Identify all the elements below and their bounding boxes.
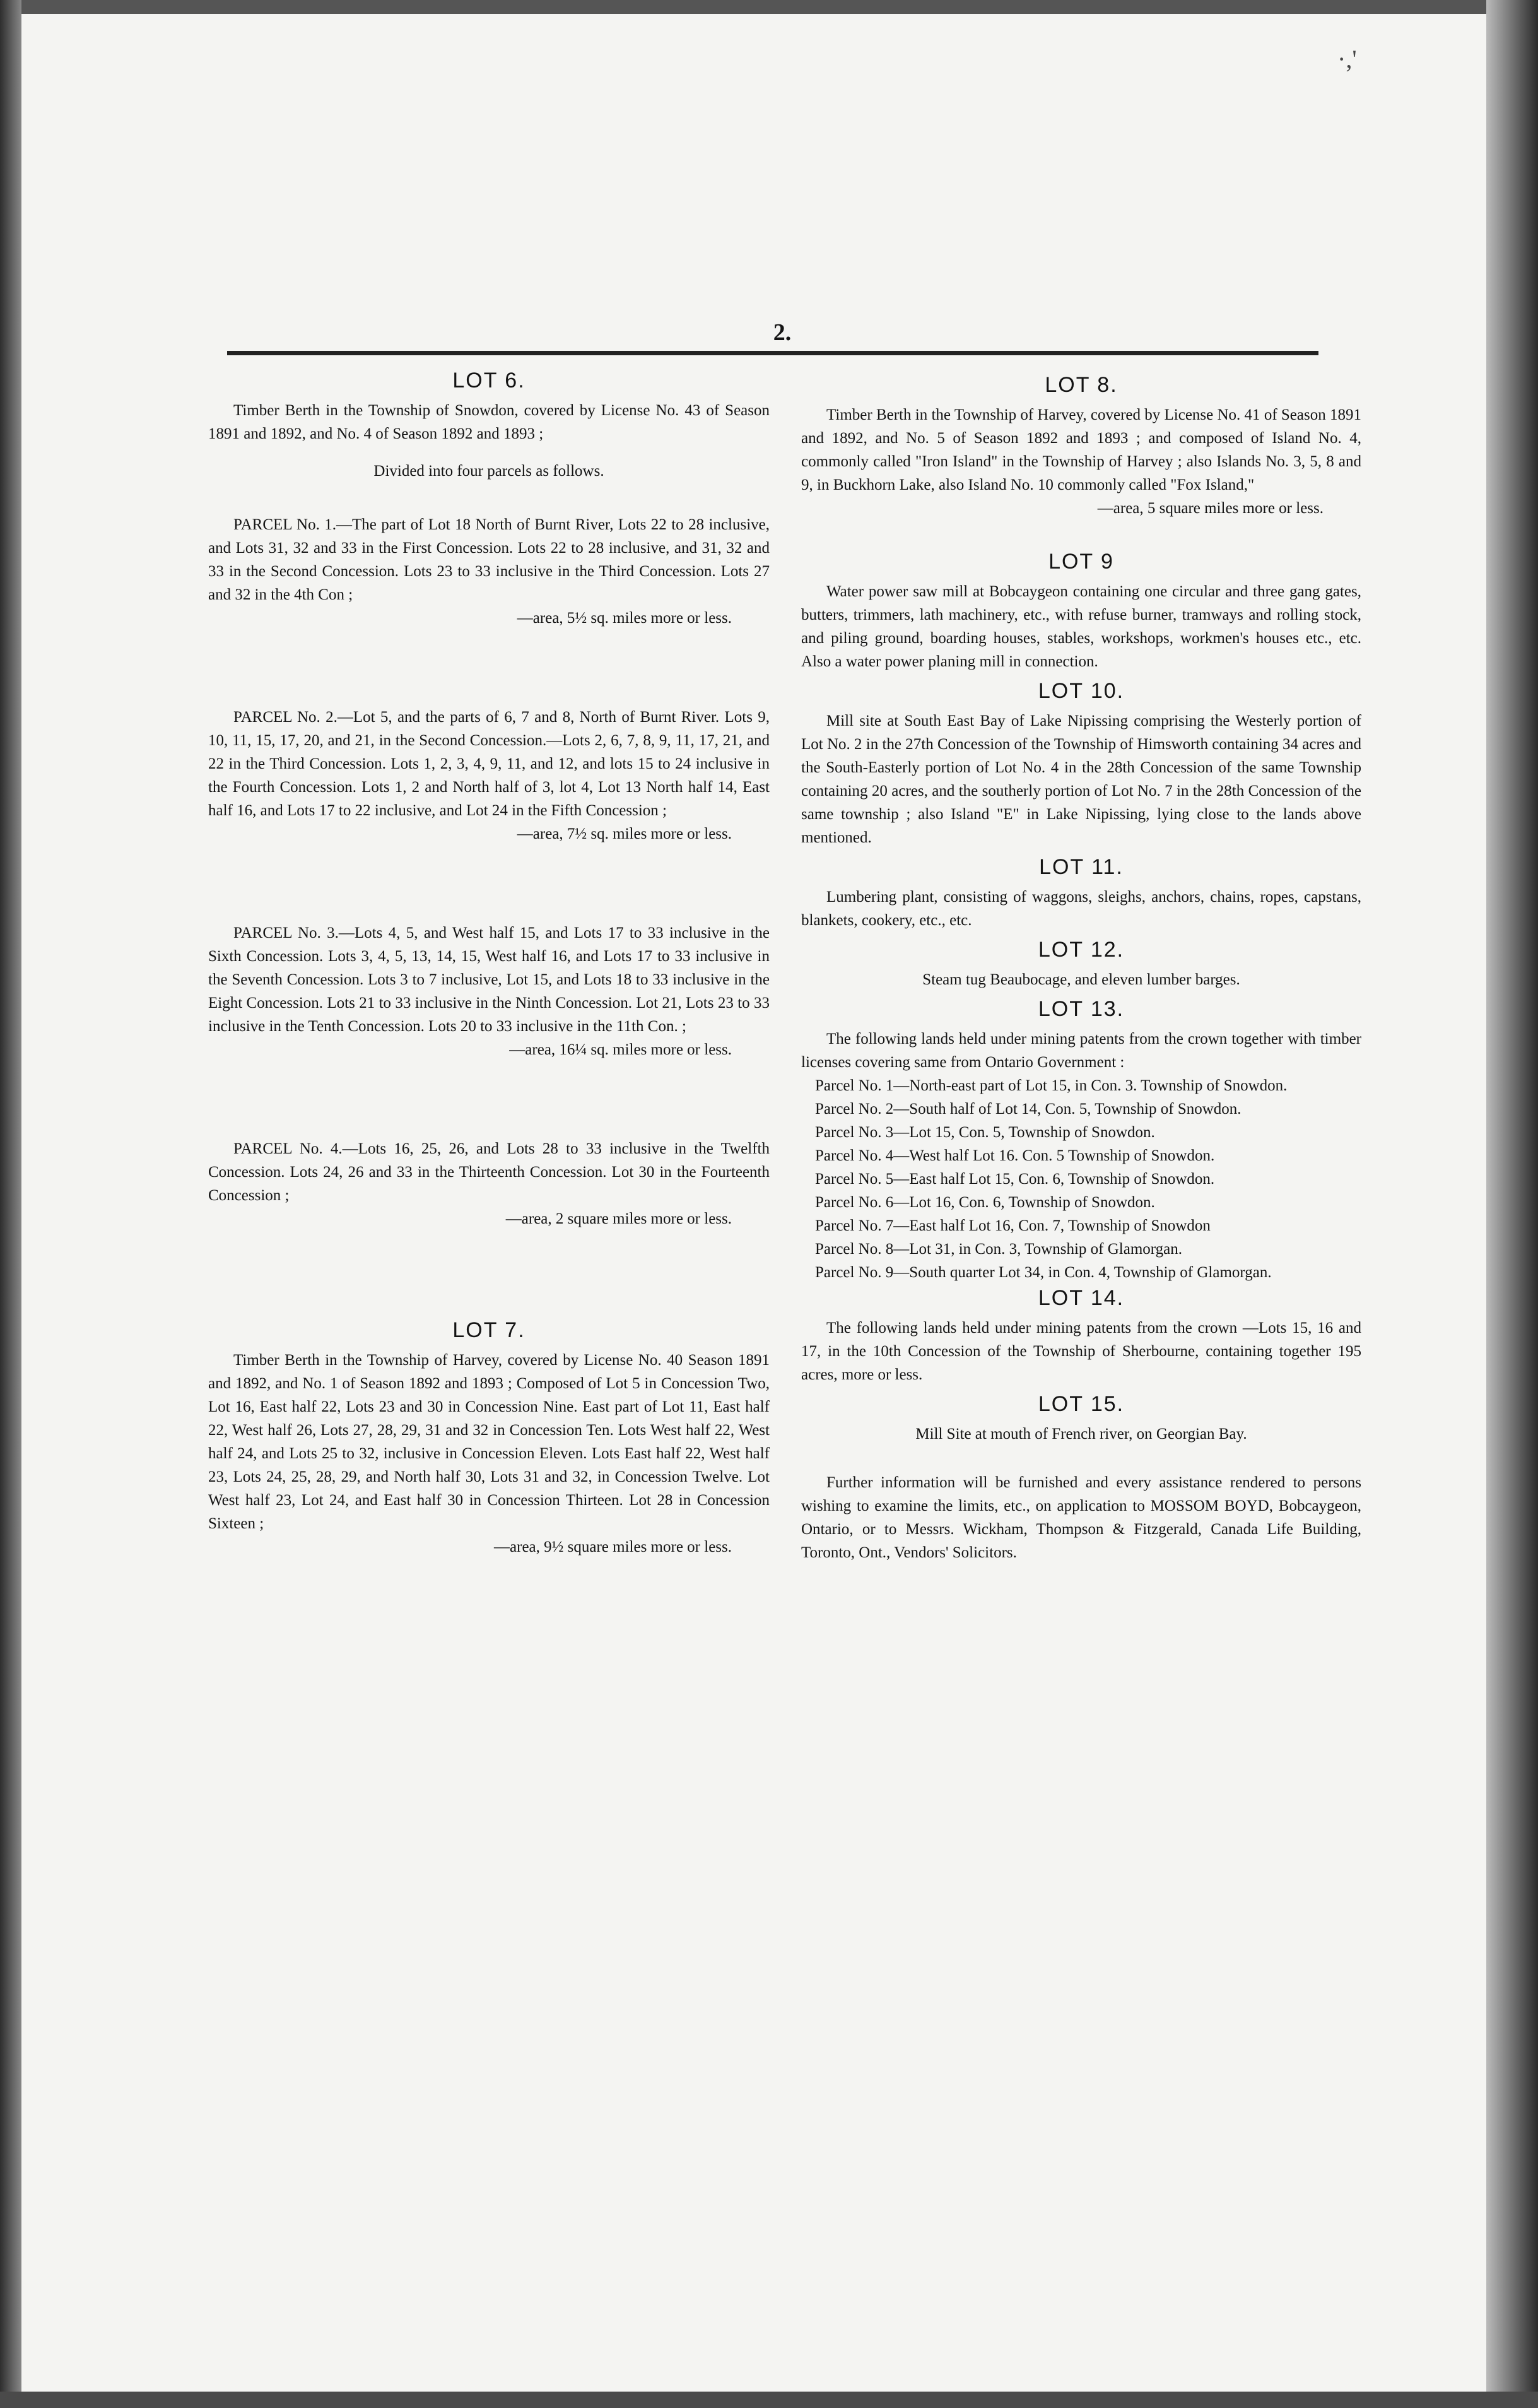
lot-15-heading: LOT 15.: [1038, 1392, 1125, 1416]
lot-13-parcel: Parcel No. 5—East half Lot 15, Con. 6, Township of Snowdon.: [815, 1171, 1215, 1188]
lot-8-area: —area, 5 square miles more or less.: [1097, 500, 1324, 517]
lot-13-parcel: Parcel No. 4—West half Lot 16. Con. 5 Township of Snowdon.: [815, 1147, 1215, 1164]
lot-15-text: Mill Site at mouth of French river, on Georgian Bay.: [915, 1425, 1247, 1443]
lot-13-parcel: Parcel No. 1—North-east part of Lot 15, in Con. 3. Township of Snowdon.: [815, 1077, 1288, 1094]
parcel-area: —area, 7½ sq. miles more or less.: [517, 825, 732, 842]
lot-6-parcel: [208, 921, 770, 1061]
parcel-text: PARCEL No. 3.—Lots 4, 5, and West half 15, and Lots 17 to 33 inclusive in the Sixth Concession. Lots 3, 4, 5, 13, 14, 15, West half 16, and Lots 17 to 33 inclusive in the Seventh Concession. Lots 3 to 7 inclusive, Lot 15, and Lots 18 to 33 inclusive in the Eight Concession. Lots 21 to 33 inclusive in the Ninth Concession. Lot 21, Lots 23 to 33 inclusive in the Tenth Concession. Lots 20 to 33 inclusive in the 11th Con. ;: [208, 924, 770, 1035]
lot-13-parcel: Parcel No. 8—Lot 31, in Con. 3, Township of Glamorgan.: [815, 1241, 1182, 1258]
scan-top-edge: [0, 0, 1538, 14]
lot-13-intro: The following lands held under mining patents from the crown together with timber licenses covering same from Ontario Government :: [801, 1030, 1361, 1071]
lot-6-parcel: [208, 513, 770, 630]
parcel-text: PARCEL No. 2.—Lot 5, and the parts of 6, 7 and 8, North of Burnt River. Lots 9, 10, 11, 15, 17, 20, and 21, in the Second Concession.—Lots 2, 6, 7, 8, 9, 11, 17, 21, and 22 in the Third Concession. Lots 1, 2, 3, 4, 9, 11, and 12, and lots 15 to 24 inclusive in the Fourth Concession. Lots 1, 2 and North half of 3, lot 4, Lot 13 North half 14, East half 16, and Lots 17 to 22 inclusive, and Lot 24 in the Fifth Concession ;: [208, 709, 770, 819]
lot-6-heading: LOT 6.: [452, 369, 525, 392]
page-number: 2.: [773, 319, 792, 346]
scan-bottom-edge: [0, 2392, 1538, 2408]
lot-13-parcel: Parcel No. 3—Lot 15, Con. 5, Township of Snowdon.: [815, 1124, 1155, 1141]
lot-12-heading: LOT 12.: [1038, 938, 1125, 962]
lot-8-text: Timber Berth in the Township of Harvey, covered by License No. 41 of Season 1891 and 1892, and No. 5 of Season 1892 and 1893 ; and composed of Island No. 4, commonly called "Iron Island" in the Township of Harvey ; also Islands No. 3, 5, 8 and 9, in Buckhorn Lake, also Island No. 10 commonly called "Fox Island,": [801, 406, 1361, 493]
left-column: [208, 369, 770, 1559]
closing-notice: Further information will be furnished and every assistance rendered to persons wishing to examine the limits, etc., on application to MOSSOM BOYD, Bobcaygeon, Ontario, or to Messrs. Wickham, Thompson & Fitzgerald, Canada Life Building, Toronto, Ont., Vendors' Solicitors.: [801, 1474, 1361, 1561]
lot-6-divided: Divided into four parcels as follows.: [373, 463, 604, 480]
scan-right-edge: [1486, 0, 1538, 2408]
header-rule: [227, 351, 1318, 355]
lot-13-parcel: Parcel No. 6—Lot 16, Con. 6, Township of Snowdon.: [815, 1194, 1155, 1211]
lot-6-parcel: [208, 1137, 770, 1231]
lot-6-intro: Timber Berth in the Township of Snowdon, covered by License No. 43 of Season 1891 and 1892, and No. 4 of Season 1892 and 1893 ;: [208, 402, 770, 442]
lot-13-parcel: Parcel No. 9—South quarter Lot 34, in Con. 4, Township of Glamorgan.: [815, 1264, 1272, 1281]
lot-13-heading: LOT 13.: [1038, 997, 1125, 1021]
parcel-text: PARCEL No. 1.—The part of Lot 18 North of Burnt River, Lots 22 to 28 inclusive, and Lots 31, 32 and 33 in the First Concession. Lots 22 to 28 inclusive, and 31, 32 and 33 in the Second Concession. Lots 23 to 33 inclusive in the Third Concession. Lots 27 and 32 in the 4th Con ;: [208, 516, 770, 603]
lot-10-text: Mill site at South East Bay of Lake Nipissing comprising the Westerly portion of Lot No. 2 in the 27th Concession of the Township of Himsworth containing 34 acres and the South-Easterly portion of Lot No. 4 in the 28th Concession of the same Township containing 20 acres, and the southerly portion of Lot No. 7 in the 28th Concession of the same township ; also Island "E" in Lake Nipissing, lying close to the lands above mentioned.: [801, 712, 1361, 846]
parcel-area: —area, 16¼ sq. miles more or less.: [509, 1041, 732, 1058]
parcel-area: —area, 2 square miles more or less.: [505, 1210, 732, 1227]
lot-9-text: Water power saw mill at Bobcaygeon containing one circular and three gang gates, butters, trimmers, lath machinery, etc., with refuse burner, tramways and rolling stock, and piling ground, boarding houses, stables, workshops, workmen's houses etc., etc. Also a water power planing mill in connection.: [801, 583, 1361, 670]
lot-6-parcel: [208, 705, 770, 846]
lot-11-text: Lumbering plant, consisting of waggons, sleighs, anchors, chains, ropes, capstans, blankets, cookery, etc., etc.: [801, 888, 1361, 929]
lot-7-heading: LOT 7.: [452, 1318, 525, 1342]
scan-left-edge: [0, 0, 21, 2408]
corner-mark: ·,': [1337, 45, 1357, 73]
lot-8-heading: LOT 8.: [1045, 373, 1118, 397]
lot-10-heading: LOT 10.: [1038, 679, 1125, 703]
lot-13-parcel: Parcel No. 2—South half of Lot 14, Con. 5, Township of Snowdon.: [815, 1101, 1242, 1118]
lot-14-text: The following lands held under mining patents from the crown —Lots 15, 16 and 17, in the 10th Concession of the Township of Sherbourne, containing together 195 acres, more or less.: [801, 1319, 1361, 1383]
lot-7-text: Timber Berth in the Township of Harvey, covered by License No. 40 Season 1891 and 1892, and No. 1 of Season 1892 and 1893 ; Composed of Lot 5 in Concession Two, Lot 16, East half 22, Lots 23 and 30 in Concession Nine. East part of Lot 11, East half 22, West half 26, Lots 27, 28, 29, 31 and 32 in Concession Ten. Lots West half 22, West half 24, and Lots 25 to 32, inclusive in Concession Eleven. Lots East half 22, West half 23, Lots 24, 25, 28, 29, and North half 30, Lots 31 and 32, in Concession Twelve. Lot West half 23, Lot 24, and East half 30 in Concession Thirteen. Lot 28 in Concession Sixteen ;: [208, 1352, 770, 1532]
lot-13-parcel: Parcel No. 7—East half Lot 16, Con. 7, Township of Snowdon: [815, 1217, 1211, 1234]
lot-12-text: Steam tug Beaubocage, and eleven lumber barges.: [922, 971, 1240, 988]
parcel-text: PARCEL No. 4.—Lots 16, 25, 26, and Lots 28 to 33 inclusive in the Twelfth Concession. Lots 24, 26 and 33 in the Thirteenth Concession. Lot 30 in the Fourteenth Concession ;: [208, 1140, 770, 1204]
lot-7-area: —area, 9½ square miles more or less.: [494, 1538, 732, 1555]
lot-11-heading: LOT 11.: [1039, 855, 1124, 879]
parcel-area: —area, 5½ sq. miles more or less.: [517, 610, 732, 627]
lot-9-heading: LOT 9: [1048, 550, 1114, 574]
lot-14-heading: LOT 14.: [1038, 1286, 1125, 1310]
right-column: [801, 374, 1361, 1564]
